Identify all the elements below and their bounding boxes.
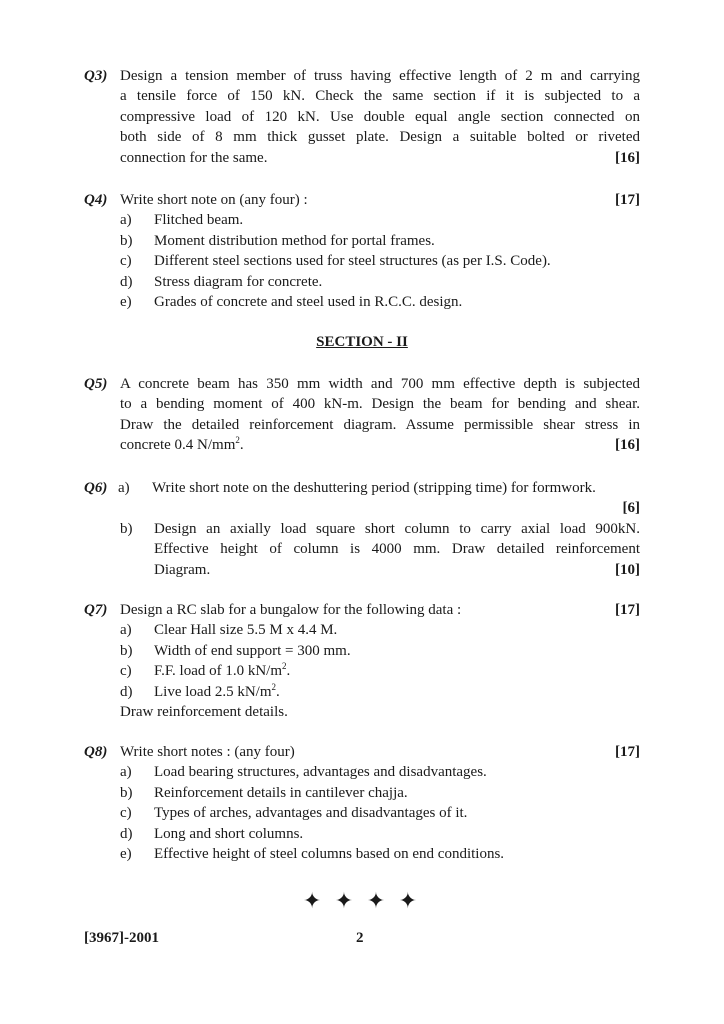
list-item [84, 210, 640, 230]
item-text-line: Diagram. [154, 561, 211, 578]
item-text: Load bearing structures, advantages and disadvantages. [154, 764, 487, 781]
list-item [84, 824, 640, 844]
marks-label: [6] [622, 500, 640, 517]
item-label: a) [120, 764, 132, 781]
question-intro: Design a RC slab for a bungalow for the following data : [120, 602, 462, 618]
question-number: Q5) [84, 376, 108, 392]
question-text-line: a tensile force of 150 kN. Check the same section if it is subjected to a [120, 88, 640, 105]
item-text-main: F.F. load of 1.0 kN/m [154, 663, 283, 680]
list-item [84, 272, 640, 292]
item-text: Flitched beam. [154, 212, 244, 229]
punctuation: . [286, 663, 291, 680]
list-item [84, 251, 640, 271]
punctuation: . [275, 683, 280, 700]
question-7 [84, 600, 640, 722]
item-text-line: Design an axially load square short column to carry axial load 900kN. [154, 520, 640, 537]
question-number: Q3) [84, 68, 108, 84]
item-text-main: Live load 2.5 kN/m [154, 683, 272, 700]
marks-label: [16] [615, 149, 640, 166]
question-text: concrete 0.4 N/mm [120, 437, 236, 454]
question-number: Q6) [84, 480, 108, 496]
item-label: d) [120, 825, 133, 842]
list-item [84, 661, 640, 681]
question-text-line: Design a tension member of truss having effective length of 2 m and carrying [120, 68, 640, 84]
question-text-line: A concrete beam has 350 mm width and 700 mm effective depth is subjected [120, 376, 640, 392]
item-label: d) [120, 683, 133, 700]
list-item [84, 682, 640, 702]
question-3 [84, 66, 640, 168]
question-closing: Draw reinforcement details. [120, 704, 288, 721]
item-label: e) [120, 846, 132, 863]
item-label: c) [120, 253, 132, 270]
question-text-line [120, 435, 244, 455]
question-intro: Write short note on (any four) : [120, 192, 308, 208]
question-number: Q8) [84, 744, 108, 760]
item-label: d) [120, 273, 133, 290]
page-number: 2 [356, 930, 364, 946]
question-4 [84, 190, 640, 312]
item-text: Types of arches, advantages and disadvantages of it. [154, 805, 468, 822]
item-label: b) [120, 642, 133, 659]
list-item [84, 762, 640, 782]
list-item [84, 803, 640, 823]
question-5 [84, 374, 640, 456]
marks-label: [10] [615, 561, 640, 578]
item-label: b) [120, 784, 133, 801]
item-label: a) [118, 480, 130, 496]
item-text: Width of end support = 300 mm. [154, 642, 351, 659]
list-item [84, 844, 640, 864]
question-text-line: to a bending moment of 400 kN-m. Design the beam for bending and shear. [120, 396, 640, 413]
question-text-line: connection for the same. [120, 149, 268, 166]
superscript: 2 [271, 681, 276, 692]
paper-code: [3967]-2001 [84, 930, 159, 946]
item-text: Different steel sections used for steel structures (as per I.S. Code). [154, 253, 551, 270]
item-label: b) [120, 232, 133, 249]
punctuation: . [239, 437, 244, 454]
marks-label: [16] [615, 437, 640, 454]
question-text-line: Draw the detailed reinforcement diagram. Assume permissible shear stress in [120, 416, 640, 433]
question-number: Q7) [84, 602, 108, 618]
question-number: Q4) [84, 192, 108, 208]
item-label: a) [120, 622, 132, 639]
item-text-line: Effective height of column is 4000 mm. Draw detailed reinforcement [154, 541, 640, 558]
list-item [84, 641, 640, 661]
marks-label: [17] [615, 192, 640, 208]
item-text: Effective height of steel columns based on end conditions. [154, 846, 505, 863]
question-6 [84, 478, 640, 580]
list-item [84, 231, 640, 251]
superscript: 2 [235, 435, 240, 446]
end-of-paper-stars-icon: ✦ ✦ ✦ ✦ [302, 888, 422, 913]
item-label: c) [120, 805, 132, 822]
section-title [0, 334, 724, 351]
section-title-text: SECTION - II [316, 334, 408, 350]
question-8 [84, 742, 640, 864]
item-text: Write short note on the deshuttering period (stripping time) for formwork. [152, 480, 596, 496]
item-text: Stress diagram for concrete. [154, 273, 323, 290]
item-label: b) [120, 520, 133, 537]
item-text: Moment distribution method for portal frames. [154, 232, 435, 249]
item-text: Long and short columns. [154, 825, 304, 842]
marks-label: [17] [615, 744, 640, 760]
item-text: Clear Hall size 5.5 M x 4.4 M. [154, 622, 338, 639]
item-text: Grades of concrete and steel used in R.C.C. design. [154, 294, 463, 311]
item-text: Reinforcement details in cantilever chajja. [154, 784, 408, 801]
list-item [84, 783, 640, 803]
question-text-line: both side of 8 mm thick gusset plate. Design a suitable bolted or riveted [120, 129, 640, 146]
marks-label: [17] [615, 602, 640, 618]
item-label: c) [120, 663, 132, 680]
item-text [154, 661, 640, 681]
list-item [84, 620, 640, 640]
item-text [154, 682, 640, 702]
item-label: e) [120, 294, 132, 311]
superscript: 2 [282, 661, 287, 672]
list-item [84, 292, 640, 312]
question-intro: Write short notes : (any four) [120, 744, 295, 760]
list-item [84, 519, 640, 580]
question-text-line: compressive load of 120 kN. Use double equal angle section connected on [120, 108, 640, 125]
item-label: a) [120, 212, 132, 229]
